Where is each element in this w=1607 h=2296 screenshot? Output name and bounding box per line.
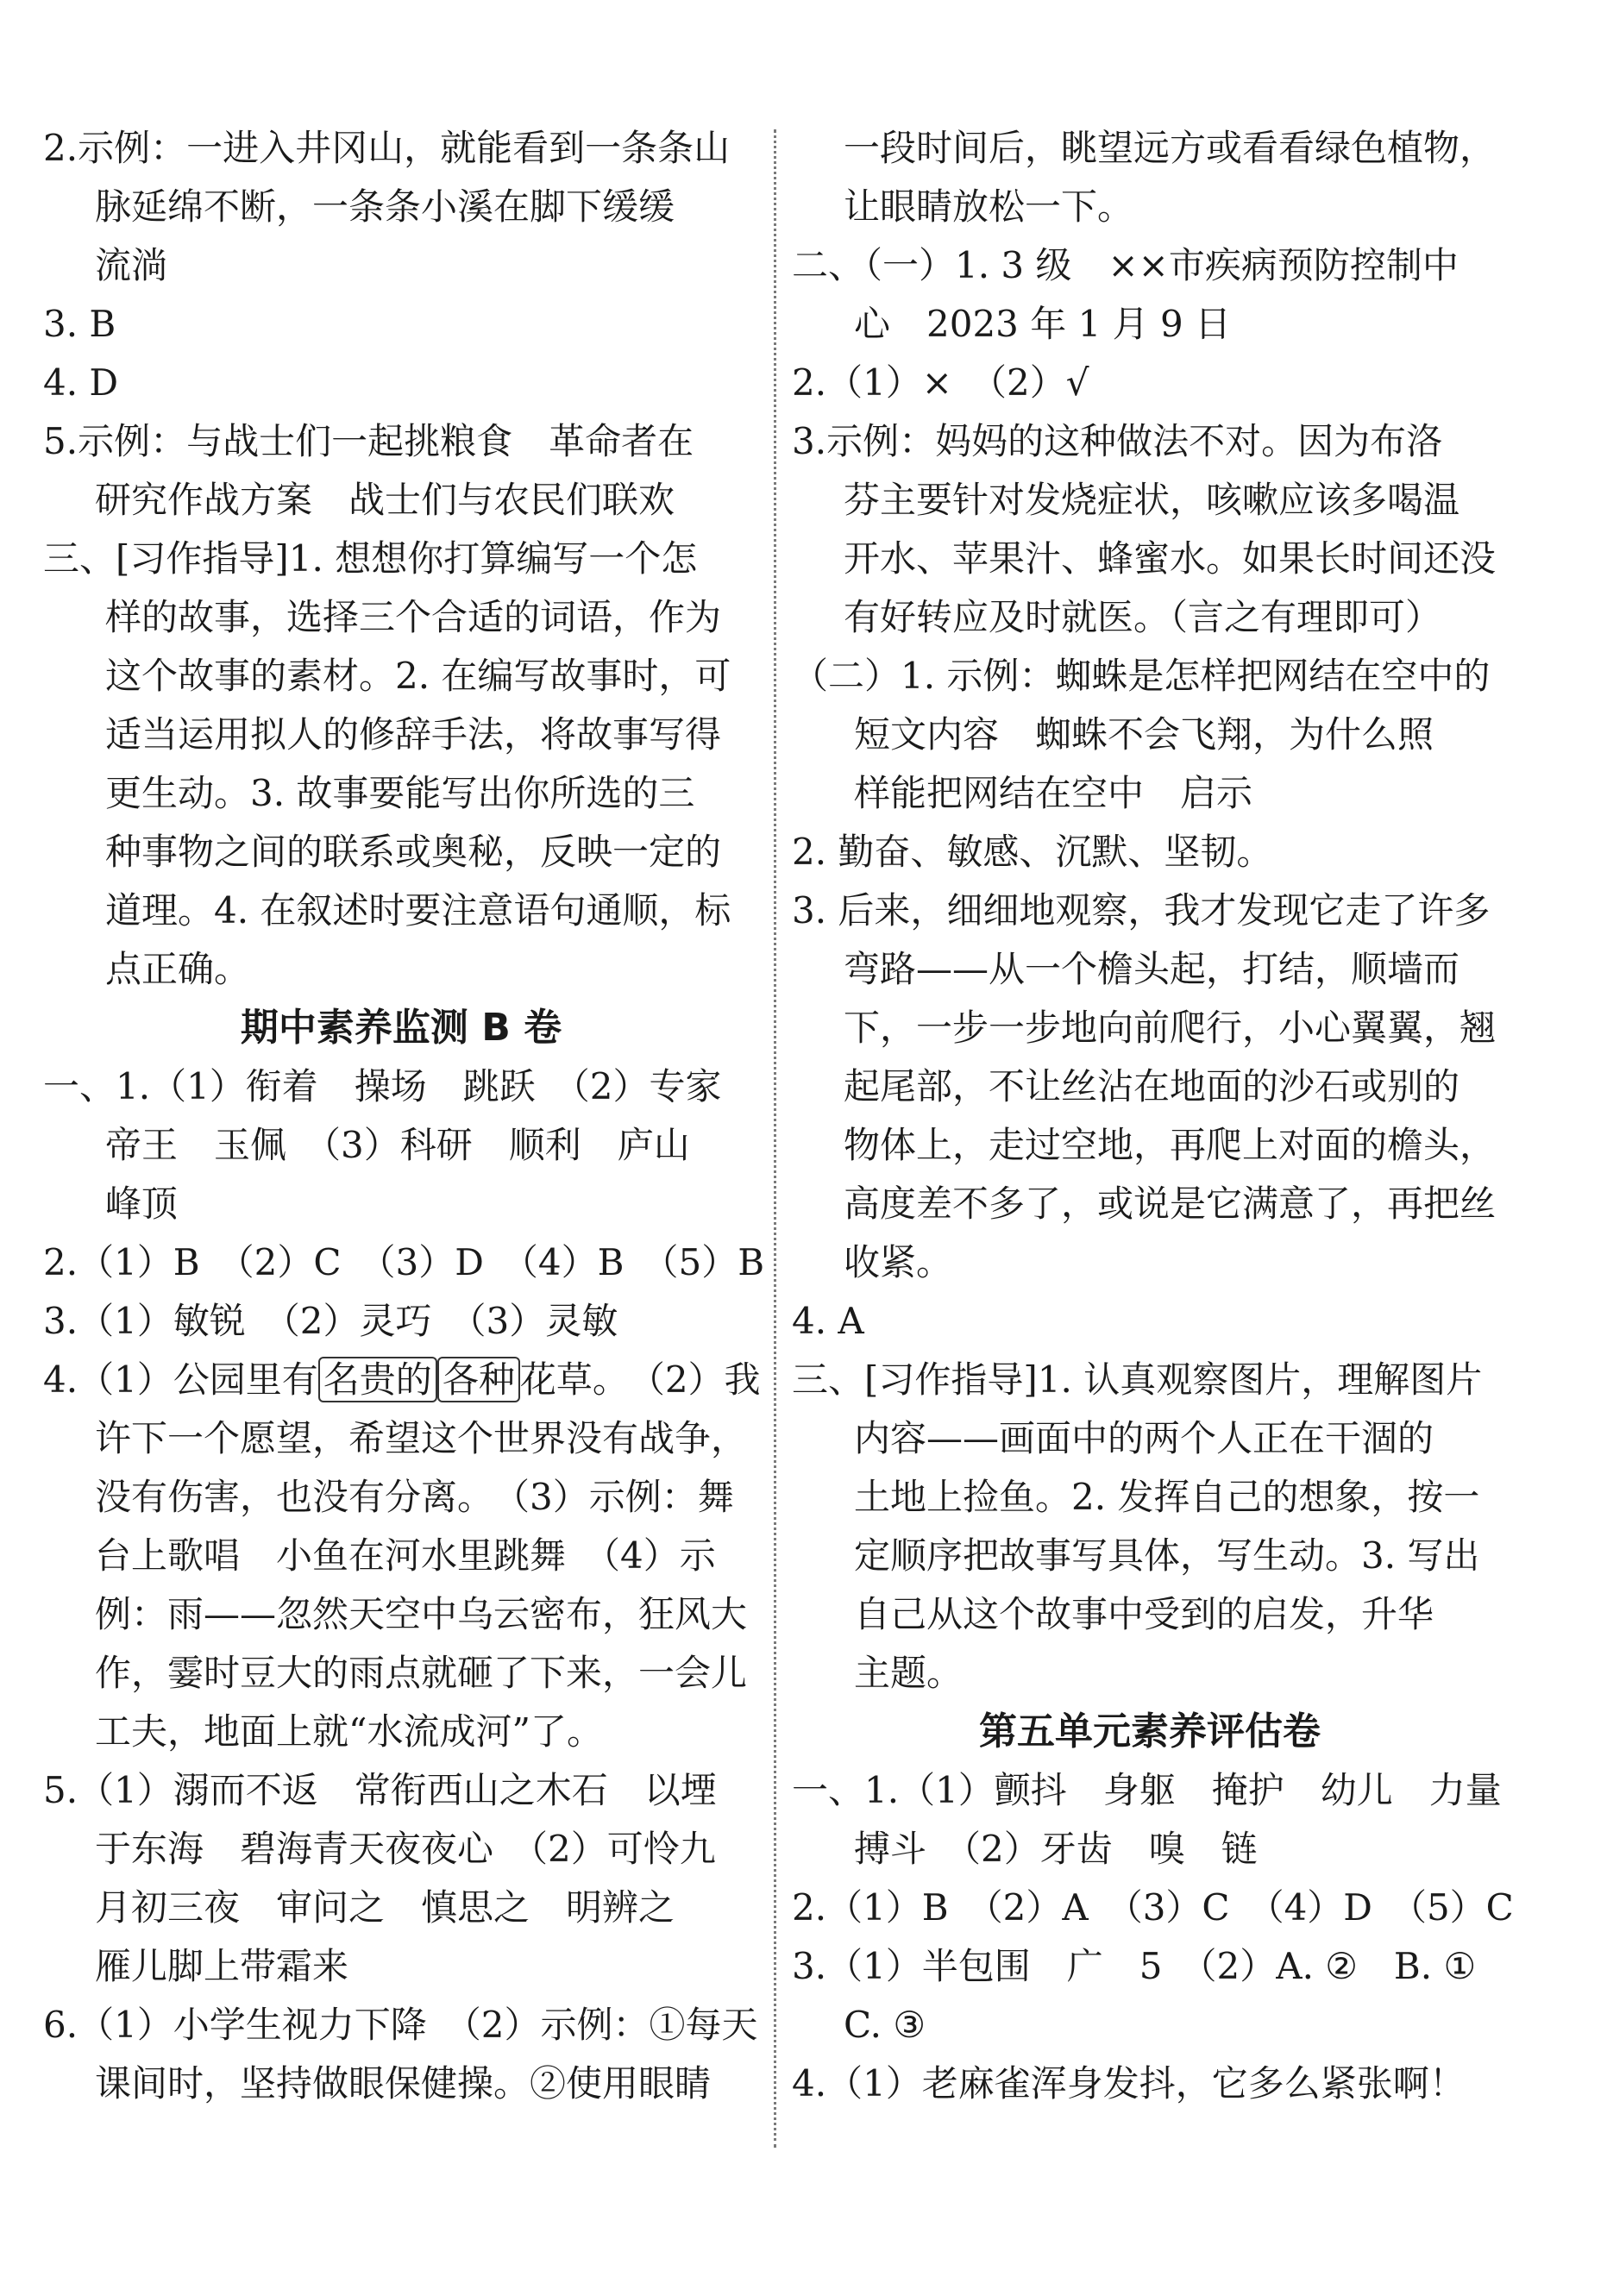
boxed-word: 名贵的 bbox=[318, 1357, 437, 1402]
answer-line: 二、（一）1. 3 级 ××市疾病预防控制中 bbox=[792, 244, 1459, 286]
answer-line: 更生动。3. 故事要能写出你所选的三 bbox=[105, 772, 695, 814]
section-title-unit5: 第五单元素养评估卷 bbox=[979, 1709, 1321, 1753]
left-column bbox=[43, 119, 765, 2113]
answer-line: 芬主要针对发烧症状，咳嗽应该多喝温 bbox=[844, 479, 1460, 521]
answer-line: 3.示例：妈妈的这种做法不对。因为布洛 bbox=[792, 420, 1443, 462]
answer-line: 土地上捡鱼。2. 发挥自己的想象，按一 bbox=[854, 1476, 1480, 1518]
answer-line: 这个故事的素材。2. 在编写故事时，可 bbox=[105, 655, 731, 697]
answer-line: 点正确。 bbox=[105, 948, 251, 990]
answer-line: 2.示例：一进入井冈山，就能看到一条条山 bbox=[43, 127, 731, 169]
answer-line: 下，一步一步地向前爬行，小心翼翼，翘 bbox=[844, 1007, 1497, 1049]
answer-line: 自己从这个故事中受到的启发，升华 bbox=[854, 1593, 1434, 1635]
answer-line: 3.（1）半包围 广 5 （2）A. ② B. ① bbox=[792, 1945, 1477, 1987]
right-section-b bbox=[792, 1761, 1514, 2113]
answer-line: 定顺序把故事写具体，写生动。3. 写出 bbox=[854, 1534, 1480, 1577]
answer-line: 研究作战方案 战士们与农民们联欢 bbox=[95, 479, 675, 521]
answer-line: 种事物之间的联系或奥秘，反映一定的 bbox=[105, 831, 722, 873]
answer-line: 短文内容 蜘蛛不会飞翔，为什么照 bbox=[854, 713, 1434, 756]
answer-line: 许下一个愿望，希望这个世界没有战争， bbox=[95, 1417, 748, 1459]
answer-line: 月初三夜 审问之 慎思之 明辨之 bbox=[95, 1886, 675, 1929]
answer-line-4 bbox=[43, 1351, 759, 1409]
answer-line: 3. 后来，细细地观察，我才发现它走了许多 bbox=[792, 889, 1491, 932]
answer-line: 流淌 bbox=[95, 244, 168, 286]
answer-line: 收紧。 bbox=[844, 1241, 953, 1283]
answer-line: 道理。4. 在叙述时要注意语句通顺，标 bbox=[105, 889, 731, 932]
answer-line: C. ③ bbox=[844, 2004, 926, 2046]
answer-line: 工夫，地面上就“水流成河”了。 bbox=[95, 1710, 603, 1753]
answer-line: 样能把网结在空中 启示 bbox=[854, 772, 1253, 814]
answer-line: 3. B bbox=[43, 303, 116, 345]
left-section-b bbox=[43, 1057, 765, 1351]
answer-line: 样的故事，选择三个合适的词语，作为 bbox=[105, 596, 722, 638]
answer-line: 5.（1）溺而不返 常衔西山之木石 以堙 bbox=[43, 1769, 717, 1811]
boxed-word: 各种 bbox=[437, 1357, 520, 1402]
answer-line: 开水、苹果汁、蜂蜜水。如果长时间还没 bbox=[844, 537, 1497, 580]
answer-line: 5.示例：与战士们一起挑粮食 革命者在 bbox=[43, 420, 694, 462]
answer-line: 主题。 bbox=[854, 1652, 964, 1694]
answer-line: 4. A bbox=[792, 1300, 864, 1342]
answer-line: 4. D bbox=[43, 361, 119, 404]
answer-line: 台上歌唱 小鱼在河水里跳舞 （4）示 bbox=[95, 1534, 716, 1577]
right-column bbox=[792, 119, 1514, 2113]
answer-line: 一段时间后，眺望远方或看看绿色植物， bbox=[844, 127, 1497, 169]
answer-line: 脉延绵不断，一条条小溪在脚下缓缓 bbox=[95, 185, 675, 228]
answer-line: 高度差不多了，或说是它满意了，再把丝 bbox=[844, 1183, 1497, 1225]
answer-text: 4.（1）公园里有 bbox=[43, 1358, 318, 1401]
answer-line: 没有伤害，也没有分离。 （3）示例：舞 bbox=[95, 1476, 734, 1518]
answer-line: 课间时，坚持做眼保健操。②使用眼睛 bbox=[95, 2062, 712, 2105]
answer-line: 6.（1）小学生视力下降 （2）示例：①每天 bbox=[43, 2004, 758, 2046]
answer-line: 一、1.（1）颤抖 身躯 掩护 幼儿 力量 bbox=[792, 1769, 1502, 1811]
answer-line: 4.（1）老麻雀浑身发抖，它多么紧张啊！ bbox=[792, 2062, 1466, 2105]
answer-line: 弯路——从一个檐头起，打结，顺墙而 bbox=[844, 948, 1460, 990]
answer-line: 适当运用拟人的修辞手法，将故事写得 bbox=[105, 713, 722, 756]
answer-line: 峰顶 bbox=[105, 1183, 179, 1225]
left-section-c bbox=[43, 1409, 759, 2113]
answer-line: 3.（1）敏锐 （2）灵巧 （3）灵敏 bbox=[43, 1300, 618, 1342]
answer-line: 于东海 碧海青天夜夜心 （2）可怜九 bbox=[95, 1828, 716, 1870]
answer-line: 一、1.（1）衔着 操场 跳跃 （2）专家 bbox=[43, 1065, 722, 1107]
right-section-a bbox=[792, 119, 1508, 1703]
answer-line: 2.（1）B （2）C （3）D （4）B （5）B bbox=[43, 1241, 765, 1283]
answer-line: 2. 勤奋、敏感、沉默、坚韧。 bbox=[792, 831, 1273, 873]
answer-line: 内容——画面中的两个人正在干涸的 bbox=[854, 1417, 1434, 1459]
answer-line: 搏斗 （2）牙齿 嗅 链 bbox=[854, 1828, 1258, 1870]
answer-line: 物体上，走过空地，再爬上对面的檐头， bbox=[844, 1124, 1497, 1166]
answer-line: 2.（1）× （2）√ bbox=[792, 361, 1089, 404]
answer-line: 例：雨——忽然天空中乌云密布，狂风大 bbox=[95, 1593, 748, 1635]
answer-line: 有好转应及时就医。（言之有理即可） bbox=[844, 596, 1442, 638]
answer-line: （二）1. 示例：蜘蛛是怎样把网结在空中的 bbox=[792, 655, 1491, 697]
answer-line: 三、[习作指导]1. 认真观察图片，理解图片 bbox=[792, 1358, 1483, 1401]
answer-line: 让眼睛放松一下。 bbox=[844, 185, 1134, 228]
section-title-midterm: 期中素养监测 B 卷 bbox=[240, 1006, 562, 1050]
answer-line: 三、[习作指导]1. 想想你打算编写一个怎 bbox=[43, 537, 698, 580]
answer-line: 起尾部，不让丝沾在地面的沙石或别的 bbox=[844, 1065, 1460, 1107]
answer-line: 雁儿脚上带霜来 bbox=[95, 1945, 349, 1987]
answer-line: 作，霎时豆大的雨点就砸了下来，一会儿 bbox=[95, 1652, 748, 1694]
answer-text: 花草。 （2）我 bbox=[519, 1358, 761, 1401]
answer-line: 心 2023 年 1 月 9 日 bbox=[854, 303, 1232, 345]
answer-line: 2.（1）B （2）A （3）C （4）D （5）C bbox=[792, 1886, 1514, 1929]
column-divider bbox=[774, 129, 776, 2148]
left-section-a bbox=[43, 119, 759, 999]
answer-line: 帝王 玉佩 （3）科研 顺利 庐山 bbox=[105, 1124, 690, 1166]
